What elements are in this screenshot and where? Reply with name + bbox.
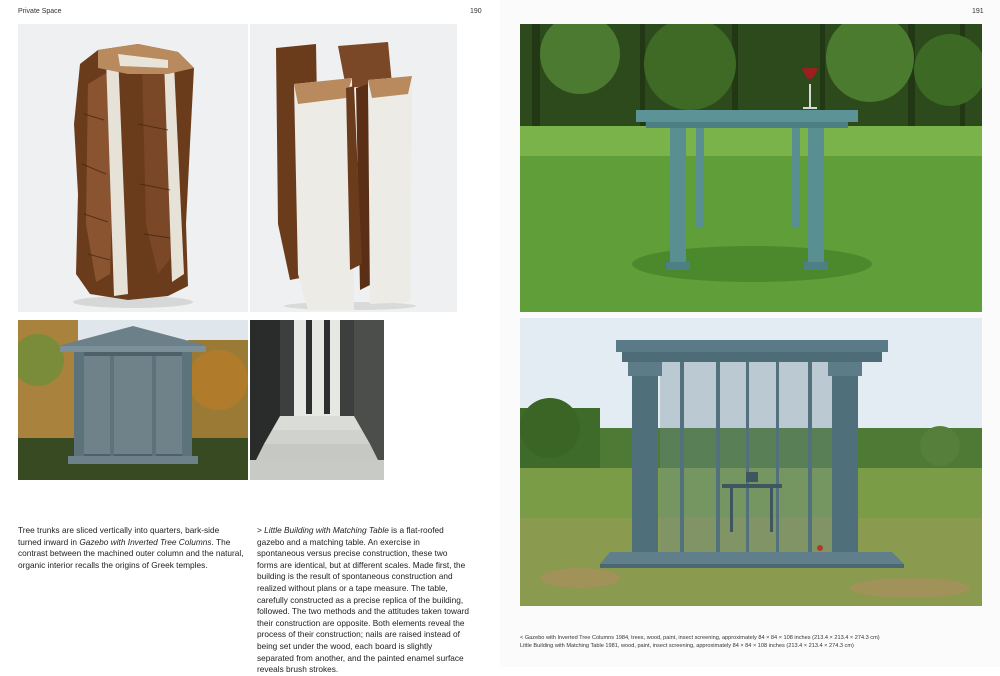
paragraph-tree-trunks-part2: . The contrast between the machined outer column and the natural, organic interior recalls the origins of Greek temples. [18, 536, 244, 570]
artwork-title-little-building: Little Building with Matching Table [264, 525, 389, 535]
right-page [500, 0, 1000, 667]
page-number-left: 190 [470, 8, 482, 15]
photo-little-building [520, 318, 982, 606]
paragraph-tree-trunks [18, 525, 244, 571]
caption-little-building: Little Building with Matching Table 1981, wood, paint, insect screening, approximately 84 × 84 × 108 inches (213.4 × 213.4 × 274.3 cm) [520, 643, 854, 649]
arrow-marker: > [257, 525, 262, 535]
artwork-title-gazebo: Gazebo with Inverted Tree Columns [79, 536, 212, 547]
page-number-right: 191 [972, 8, 984, 15]
photo-matching-table [520, 24, 982, 312]
left-page [0, 0, 500, 675]
paragraph-little-building [257, 525, 469, 676]
photo-column-base [250, 320, 384, 480]
paragraph-tree-trunks-part1: Tree trunks are sliced vertically into quarters, bark-side turned inward in [18, 525, 220, 547]
paragraph-little-building-body: is a flat-roofed gazebo and a matching table. An exercise in spontaneous versus precise construction, these two forms are identical, but at different scales. Made first, the building is the result of spontaneous construction and realized without plans or a tape measure. The table, carefully constructed as a precise replica of the building, followed. The two methods and the attitudes taken toward their construction are opposite. Both elements reveal the process of their construction; nails are raised instead of being set under the wood, each board is slightly separated from another, and the painted enamel surface reveals brush strokes. [257, 525, 470, 675]
section-header: Private Space [18, 8, 62, 15]
photo-bark-column [18, 24, 248, 312]
caption-gazebo: < Gazebo with Inverted Tree Columns 1984, trees, wood, paint, insect screening, approximately 84 × 84 × 108 inches (213.4 × 213.4 × 274.3 cm) [520, 635, 880, 641]
photo-gazebo-autumn [18, 320, 248, 480]
photo-split-column [250, 24, 457, 312]
